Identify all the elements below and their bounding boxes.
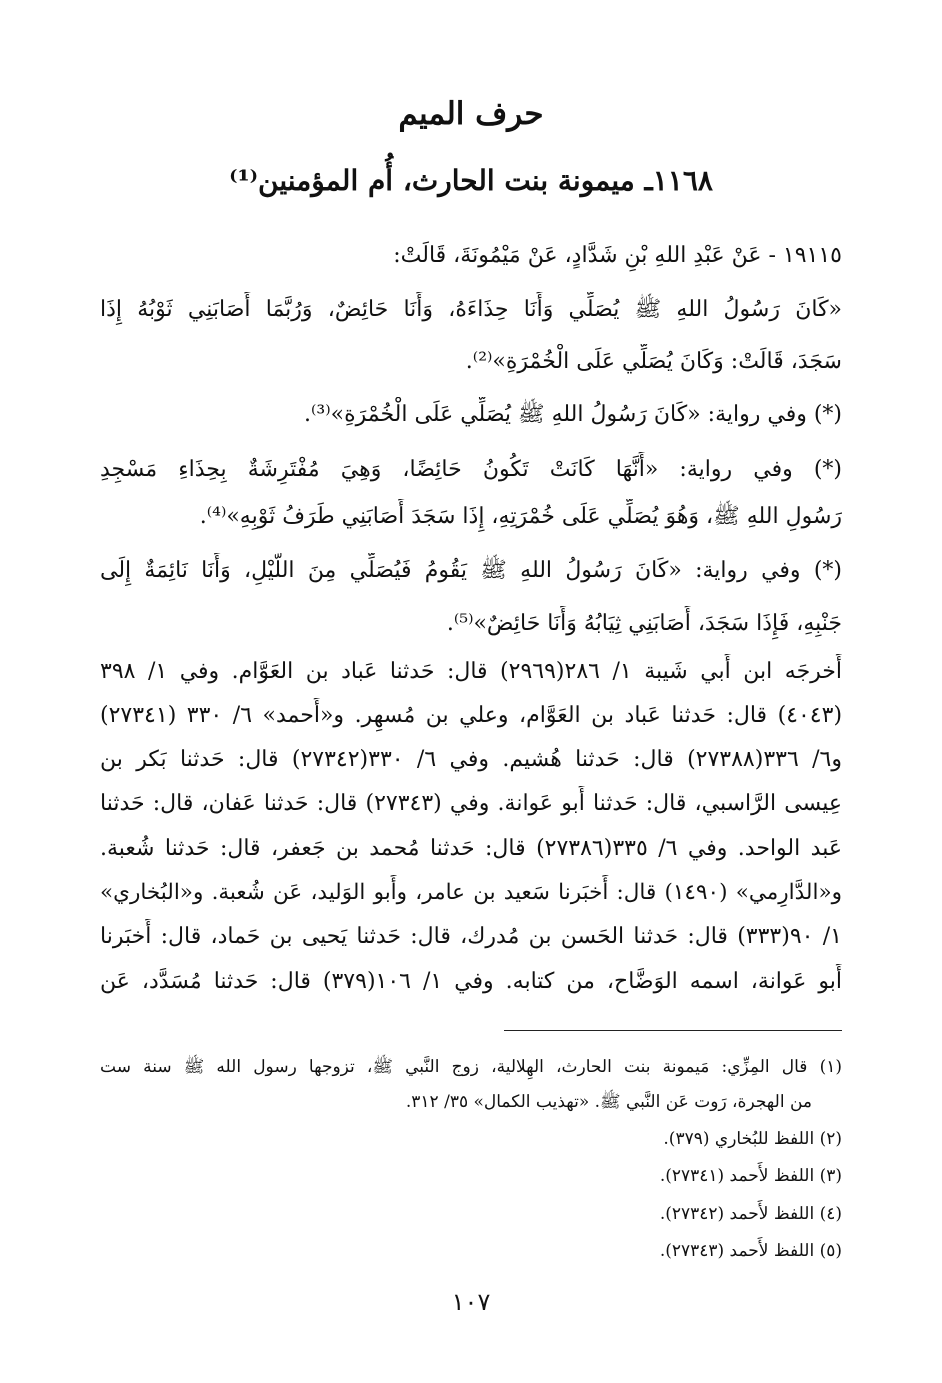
footnote-5: (٥) اللفظ لأَحمد (٢٧٣٤٣). <box>659 1241 842 1261</box>
narration-line-5: جَنْبِهِ، فَإِذَا سَجَدَ، أَصَابَنِي ثِيَابُهُ وَأَنَا حَائِضٌ»⁽⁵⁾. <box>446 611 842 636</box>
narration-line-2: (*) وفي رواية: «أَنَّهَا كَانَتْ تَكُونُ حَائِضًا، وَهِيَ مُفْتَرِشَةٌ بِحِذَاءِ مَسْجِدِ <box>100 457 842 482</box>
footnote-1-line-1: (١) قال المِزِّي: مَيمونة بنت الحارث، الهِلالية، زوج النَّبي ﷺ، تزوجها رسول الله ﷺ سنة ست <box>100 1057 842 1077</box>
section-title: حرف الميم <box>398 96 544 132</box>
footnote-1-line-2: من الهجرة، رَوت عَن النَّبي ﷺ. «تهذيب الكمال» ٣٥/ ٣١٢. <box>405 1092 812 1112</box>
takhrij-line-1: أَخرجَه ابن أَبي شَيبة ١/ ٢٨٦(٢٩٦٩) قال: حَدثنا عَباد بن العَوَّام. وفي ١/ ٣٩٨ <box>100 659 842 684</box>
hadith-line-3: سَجَدَ، قَالَتْ: وَكَانَ يُصَلِّي عَلَى الْخُمْرَةِ»⁽²⁾. <box>465 349 842 374</box>
takhrij-line-2: (٤٠٤٣) قال: حَدثنا عَباد بن العَوَّام، وعلي بن مُسهِر. و«أَحمد» ٦/ ٣٣٠ (٢٧٣٤١) <box>100 703 842 728</box>
narration-line-4: (*) وفي رواية: «كَانَ رَسُولُ اللهِ ﷺ يَقُومُ فَيُصَلِّي مِنَ اللَّيْلِ، وَأَنَا نَائِمَةٌ إِلَى <box>100 558 842 583</box>
takhrij-line-3: و٦/ ٣٣٦(٢٧٣٨٨) قال: حَدثنا هُشيم. وفي ٦/ ٣٣٠(٢٧٣٤٢) قال: حَدثنا بَكر بن <box>100 747 842 772</box>
narration-line-3: رَسُولِ اللهِ ﷺ، وَهُوَ يُصَلِّي عَلَى خُمْرَتِهِ، إِذَا سَجَدَ أَصَابَنِي طَرَفُ ثَوْبِهِ»⁽⁴⁾. <box>199 504 842 529</box>
footnote-divider <box>504 1030 842 1031</box>
footnote-3: (٣) اللفظ لأَحمد (٢٧٣٤١). <box>659 1166 842 1186</box>
takhrij-line-8: أَبو عَوانة، اسمه الوَضَّاح، من كتابه. وفي ١/ ١٠٦(٣٧٩) قال: حَدثنا مُسَدَّد، عَن <box>100 969 842 994</box>
takhrij-line-7: ١/ ٩٠(٣٣٣) قال: حَدثنا الحَسن بن مُدرك، قال: حَدثنا يَحيى بن حَماد، قال: أَخبَرنا <box>100 924 842 949</box>
takhrij-line-6: و«الدَّارِمي» (١٤٩٠) قال: أَخبَرنا سَعيد بن عامر، وأَبو الوَليد، عَن شُعبة. و«البُخاري» <box>100 880 842 905</box>
hadith-line-1: ١٩١١٥ - عَنْ عَبْدِ اللهِ بْنِ شَدَّادٍ، عَنْ مَيْمُونَةَ، قَالَتْ: <box>393 243 842 268</box>
hadith-line-2: «كَانَ رَسُولُ اللهِ ﷺ يُصَلِّي وَأَنَا حِذَاءَهُ، وَأَنَا حَائِضٌ، وَرُبَّمَا أَصَابَنِي ثَوْبُهُ إِذَا <box>100 297 842 322</box>
takhrij-line-5: عَبد الواحد. وفي ٦/ ٣٣٥(٢٧٣٨٦) قال: حَدثنا مُحمد بن جَعفر، قال: حَدثنا شُعبة. <box>100 836 842 861</box>
narration-line-1: (*) وفي رواية: «كَانَ رَسُولُ اللهِ ﷺ يُصَلِّي عَلَى الْخُمْرَةِ»⁽³⁾. <box>303 402 842 427</box>
footnote-2: (٢) اللفظ للبُخاري (٣٧٩). <box>663 1129 842 1149</box>
footnote-4: (٤) اللفظ لأَحمد (٢٧٣٤٢). <box>659 1204 842 1224</box>
entry-heading: ١١٦٨ـ ميمونة بنت الحارث، أُم المؤمنين⁽¹⁾ <box>229 164 713 197</box>
page-number: ١٠٧ <box>451 1288 491 1316</box>
takhrij-line-4: عِيسى الرَّاسبي، قال: حَدثنا أَبو عَوانة. وفي (٢٧٣٤٣) قال: حَدثنا عَفان، قال: حَدثنا <box>100 791 842 816</box>
